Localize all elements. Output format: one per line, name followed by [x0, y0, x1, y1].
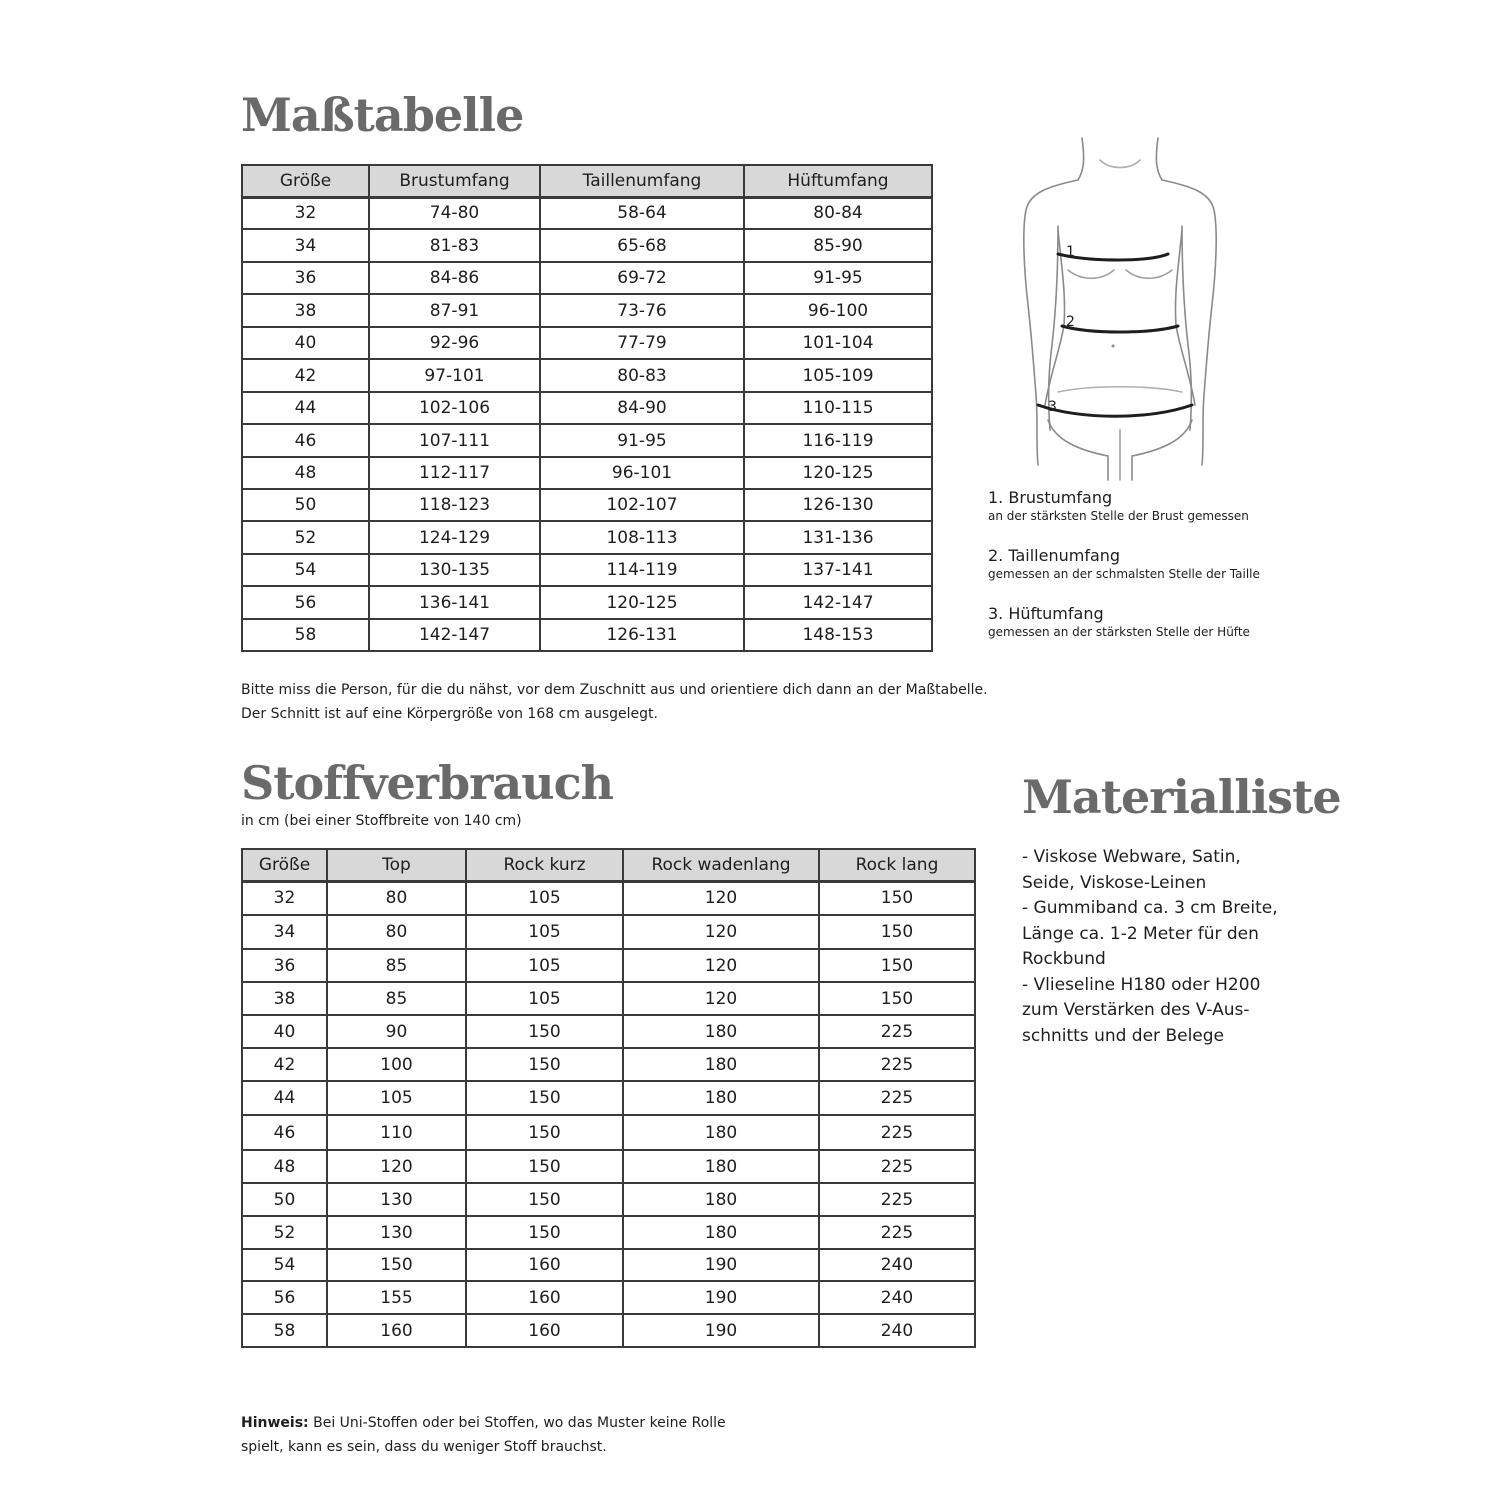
table-cell: 130 [327, 1183, 466, 1216]
size-chart-header-row [242, 165, 932, 197]
table-cell: 80-83 [540, 359, 744, 392]
fabric-hint [241, 1411, 726, 1459]
table-cell: 80 [327, 881, 466, 915]
table-cell: 50 [242, 1183, 327, 1216]
table-row [242, 521, 932, 554]
table-cell: 225 [819, 1015, 975, 1048]
table-cell: 160 [327, 1314, 466, 1347]
table-cell: 42 [242, 359, 369, 392]
table-cell: 160 [466, 1314, 623, 1347]
legend-subtitle: gemessen an der stärksten Stelle der Hüfte [988, 625, 1250, 639]
table-cell: 65-68 [540, 229, 744, 262]
table-cell: 150 [819, 982, 975, 1015]
materials-line: Rockbund [1022, 949, 1106, 969]
table-cell: 85 [327, 982, 466, 1015]
table-cell: 225 [819, 1115, 975, 1150]
size-chart-title: Maßtabelle [241, 88, 524, 142]
table-cell: 155 [327, 1281, 466, 1314]
table-cell: 46 [242, 1115, 327, 1150]
column-header-groesse: Größe [242, 849, 327, 881]
legend-item [988, 546, 1260, 604]
marker-label-1: 1 [1066, 244, 1075, 260]
column-header-taillenumfang: Taillenumfang [540, 165, 744, 197]
materials-line: zum Verstärken des V-Aus- [1022, 1000, 1250, 1020]
table-cell: 150 [466, 1081, 623, 1115]
table-cell: 107-111 [369, 424, 540, 457]
table-cell: 44 [242, 392, 369, 424]
table-cell: 114-119 [540, 554, 744, 586]
table-row [242, 197, 932, 229]
materials-line: - Gummiband ca. 3 cm Breite, [1022, 898, 1278, 918]
table-row [242, 457, 932, 489]
table-cell: 120 [327, 1150, 466, 1183]
column-header-rock-wadenlang: Rock wadenlang [623, 849, 819, 881]
table-cell: 32 [242, 197, 369, 229]
table-cell: 50 [242, 489, 369, 521]
table-cell: 52 [242, 521, 369, 554]
table-cell: 142-147 [744, 586, 932, 619]
table-cell: 110-115 [744, 392, 932, 424]
table-cell: 180 [623, 1015, 819, 1048]
table-cell: 150 [466, 1183, 623, 1216]
table-cell: 92-96 [369, 327, 540, 359]
table-cell: 58 [242, 1314, 327, 1347]
fabric-title: Stoffverbrauch [241, 756, 614, 810]
table-cell: 96-101 [540, 457, 744, 489]
table-cell: 150 [819, 881, 975, 915]
table-cell: 150 [819, 915, 975, 949]
table-row [242, 1281, 975, 1314]
table-cell: 120 [623, 881, 819, 915]
column-header-groesse: Größe [242, 165, 369, 197]
table-cell: 190 [623, 1281, 819, 1314]
table-cell: 97-101 [369, 359, 540, 392]
legend-item [988, 488, 1260, 546]
table-cell: 32 [242, 881, 327, 915]
table-cell: 102-106 [369, 392, 540, 424]
materials-line: - Viskose Webware, Satin, [1022, 847, 1241, 867]
table-cell: 40 [242, 327, 369, 359]
fabric-subtitle: in cm (bei einer Stoffbreite von 140 cm) [241, 813, 522, 829]
table-cell: 34 [242, 229, 369, 262]
table-cell: 48 [242, 1150, 327, 1183]
table-cell: 77-79 [540, 327, 744, 359]
table-cell: 190 [623, 1314, 819, 1347]
waist-measure-line [1062, 326, 1178, 332]
table-cell: 120 [623, 915, 819, 949]
table-cell: 142-147 [369, 619, 540, 651]
table-cell: 160 [466, 1249, 623, 1281]
table-cell: 85-90 [744, 229, 932, 262]
materials-title: Materialliste [1022, 770, 1341, 824]
fabric-table [241, 848, 976, 1348]
fabric-hint-text: Bei Uni-Stoffen oder bei Stoffen, wo das Muster keine Rolle [313, 1415, 726, 1431]
table-cell: 58 [242, 619, 369, 651]
table-cell: 137-141 [744, 554, 932, 586]
column-header-top: Top [327, 849, 466, 881]
table-cell: 150 [466, 1150, 623, 1183]
table-cell: 240 [819, 1281, 975, 1314]
table-cell: 116-119 [744, 424, 932, 457]
table-row [242, 489, 932, 521]
table-cell: 56 [242, 586, 369, 619]
table-cell: 46 [242, 424, 369, 457]
table-cell: 240 [819, 1314, 975, 1347]
hip-measure-line [1038, 405, 1192, 416]
table-cell: 150 [466, 1015, 623, 1048]
table-cell: 225 [819, 1081, 975, 1115]
table-row [242, 982, 975, 1015]
table-cell: 120-125 [744, 457, 932, 489]
table-cell: 180 [623, 1183, 819, 1216]
fabric-hint-line: spielt, kann es sein, dass du weniger Stoff brauchst. [241, 1439, 607, 1455]
table-cell: 105 [327, 1081, 466, 1115]
legend-title: 2. Taillenumfang [988, 546, 1121, 565]
table-cell: 38 [242, 294, 369, 327]
table-cell: 105 [466, 949, 623, 982]
table-cell: 180 [623, 1081, 819, 1115]
table-row [242, 1015, 975, 1048]
table-cell: 225 [819, 1216, 975, 1249]
table-cell: 54 [242, 554, 369, 586]
body-measurement-figure [1000, 130, 1240, 490]
column-header-rock-lang: Rock lang [819, 849, 975, 881]
table-row [242, 294, 932, 327]
marker-label-2: 2 [1066, 314, 1075, 330]
table-row [242, 949, 975, 982]
table-cell: 120 [623, 982, 819, 1015]
table-row [242, 1249, 975, 1281]
table-cell: 105 [466, 881, 623, 915]
table-cell: 120 [623, 949, 819, 982]
table-cell: 150 [327, 1249, 466, 1281]
table-cell: 54 [242, 1249, 327, 1281]
table-cell: 84-86 [369, 262, 540, 294]
table-row [242, 392, 932, 424]
table-cell: 225 [819, 1150, 975, 1183]
table-cell: 105 [466, 915, 623, 949]
marker-label-3: 3 [1048, 399, 1057, 415]
table-cell: 150 [466, 1048, 623, 1081]
table-cell: 180 [623, 1048, 819, 1081]
table-row [242, 1216, 975, 1249]
materials-line: Seide, Viskose-Leinen [1022, 872, 1207, 893]
table-cell: 91-95 [744, 262, 932, 294]
column-header-hueftumfang: Hüftumfang [744, 165, 932, 197]
legend-item [988, 604, 1260, 662]
table-row [242, 619, 932, 651]
table-cell: 52 [242, 1216, 327, 1249]
table-cell: 84-90 [540, 392, 744, 424]
table-cell: 150 [466, 1115, 623, 1150]
table-row [242, 359, 932, 392]
measurement-legend [988, 488, 1260, 662]
table-row [242, 229, 932, 262]
fabric-header-row [242, 849, 975, 881]
materials-line: schnitts und der Belege [1022, 1025, 1225, 1046]
table-cell: 110 [327, 1115, 466, 1150]
table-row [242, 327, 932, 359]
table-cell: 90 [327, 1015, 466, 1048]
table-cell: 150 [466, 1216, 623, 1249]
table-cell: 180 [623, 1150, 819, 1183]
legend-subtitle: an der stärksten Stelle der Brust gemessen [988, 509, 1249, 523]
size-chart-note-line: Bitte miss die Person, für die du nähst, vor dem Zuschnitt aus und orientiere dich dann an der Maßtabelle. [241, 682, 988, 698]
table-cell: 48 [242, 457, 369, 489]
table-cell: 101-104 [744, 327, 932, 359]
table-cell: 136-141 [369, 586, 540, 619]
fabric-hint-line [241, 1411, 726, 1435]
table-cell: 96-100 [744, 294, 932, 327]
table-cell: 126-131 [540, 619, 744, 651]
table-row [242, 1115, 975, 1150]
column-header-rock-kurz: Rock kurz [466, 849, 623, 881]
table-cell: 190 [623, 1249, 819, 1281]
table-row [242, 262, 932, 294]
table-cell: 80-84 [744, 197, 932, 229]
table-cell: 73-76 [540, 294, 744, 327]
table-cell: 56 [242, 1281, 327, 1314]
table-cell: 225 [819, 1048, 975, 1081]
table-cell: 108-113 [540, 521, 744, 554]
table-cell: 81-83 [369, 229, 540, 262]
column-header-brustumfang: Brustumfang [369, 165, 540, 197]
table-cell: 36 [242, 949, 327, 982]
table-cell: 105 [466, 982, 623, 1015]
materials-line: - Vlieseline H180 oder H200 [1022, 974, 1261, 995]
table-cell: 69-72 [540, 262, 744, 294]
table-row [242, 1081, 975, 1115]
table-cell: 34 [242, 915, 327, 949]
table-cell: 58-64 [540, 197, 744, 229]
table-cell: 44 [242, 1081, 327, 1115]
table-cell: 130 [327, 1216, 466, 1249]
table-row [242, 586, 932, 619]
table-cell: 42 [242, 1048, 327, 1081]
table-cell: 240 [819, 1249, 975, 1281]
size-chart-note-line: Der Schnitt ist auf eine Körpergröße von 168 cm ausgelegt. [241, 706, 658, 722]
table-cell: 40 [242, 1015, 327, 1048]
table-cell: 148-153 [744, 619, 932, 651]
table-cell: 38 [242, 982, 327, 1015]
table-cell: 130-135 [369, 554, 540, 586]
table-cell: 131-136 [744, 521, 932, 554]
table-cell: 126-130 [744, 489, 932, 521]
materials-line: Länge ca. 1-2 Meter für den [1022, 923, 1259, 944]
table-cell: 36 [242, 262, 369, 294]
legend-subtitle: gemessen an der schmalsten Stelle der Taille [988, 567, 1260, 581]
legend-title: 3. Hüftumfang [988, 604, 1104, 623]
table-cell: 105-109 [744, 359, 932, 392]
table-cell: 102-107 [540, 489, 744, 521]
table-cell: 74-80 [369, 197, 540, 229]
table-row [242, 554, 932, 586]
table-cell: 120-125 [540, 586, 744, 619]
table-cell: 124-129 [369, 521, 540, 554]
table-cell: 87-91 [369, 294, 540, 327]
table-row [242, 1150, 975, 1183]
table-cell: 225 [819, 1183, 975, 1216]
size-chart-table [241, 164, 933, 652]
table-row [242, 1048, 975, 1081]
size-chart-note [241, 678, 988, 726]
table-cell: 91-95 [540, 424, 744, 457]
table-cell: 160 [466, 1281, 623, 1314]
table-row [242, 915, 975, 949]
table-cell: 112-117 [369, 457, 540, 489]
table-row [242, 1314, 975, 1347]
fabric-hint-label: Hinweis: [241, 1415, 309, 1431]
table-cell: 85 [327, 949, 466, 982]
table-cell: 180 [623, 1115, 819, 1150]
table-cell: 80 [327, 915, 466, 949]
table-row [242, 424, 932, 457]
materials-list [1022, 845, 1278, 1049]
table-row [242, 881, 975, 915]
table-cell: 180 [623, 1216, 819, 1249]
table-row [242, 1183, 975, 1216]
table-cell: 118-123 [369, 489, 540, 521]
legend-title: 1. Brustumfang [988, 488, 1113, 507]
table-cell: 100 [327, 1048, 466, 1081]
table-cell: 150 [819, 949, 975, 982]
